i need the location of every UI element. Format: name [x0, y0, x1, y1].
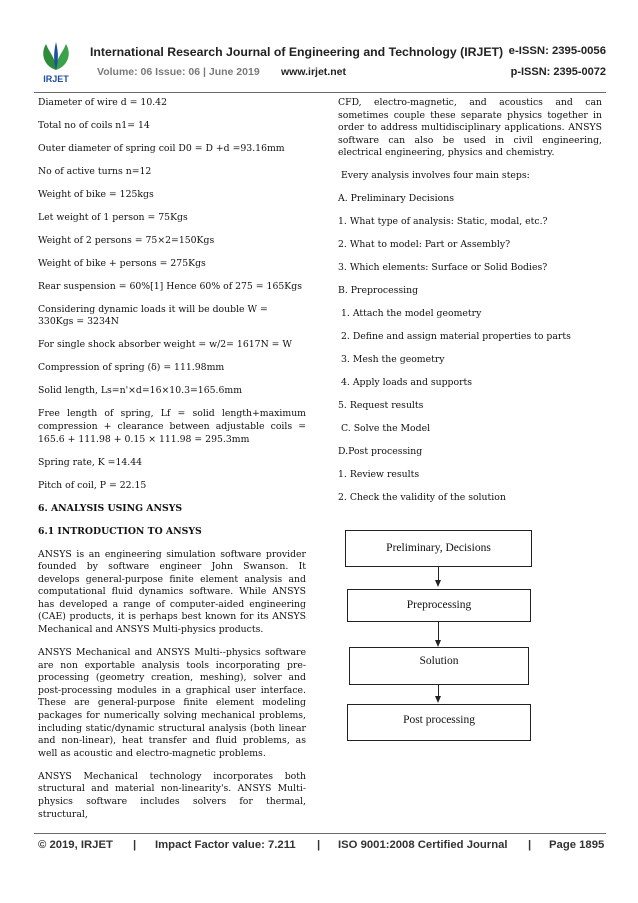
- step-item: 4. Apply loads and supports: [341, 377, 473, 389]
- body-paragraph: CFD, electro-magnetic, and acoustics and can sometimes couple these separate physics together in order to address multidisciplinary applications. ANSYS software can also be used in civil engineering, electrical engineering, physics and chemistry.: [338, 97, 602, 159]
- journal-website: www.irjet.net: [281, 66, 346, 78]
- calc-line: Spring rate, K =14.44: [38, 456, 143, 468]
- step-item: 1. Attach the model geometry: [341, 308, 482, 320]
- calc-line: Diameter of wire d = 10.42: [38, 97, 168, 108]
- journal-title: International Research Journal of Engineering and Technology (IRJET): [90, 45, 504, 59]
- step-item: 5. Request results: [338, 400, 424, 412]
- footer-iso: ISO 9001:2008 Certified Journal: [338, 839, 508, 851]
- step-item: B. Preprocessing: [338, 285, 419, 297]
- step-item: C. Solve the Model: [341, 423, 431, 435]
- calc-line: Free length of spring, Lf = solid length+maximum compression + clearance between adjustable coils = 165.6 + 111.98 + 0.15 × 111.98 = 295.3mm: [38, 408, 306, 445]
- calc-line: Compression of spring (δ) = 111.98mm: [38, 362, 225, 374]
- body-paragraph: ANSYS Mechanical and ANSYS Multi--physics software are non exportable analysis tools incorporating pre-processing (geometry creation, meshing), solver and post-processing modules in a graphical user interface. These are general-purpose finite element modeling packages for numerically solving mechanical problems, including static/dynamic structural analysis (both linear and non-linear), heat transfer and fluid problems, as well as acoustic and electro-magnetic problems.: [38, 647, 306, 759]
- logo-leaf-icon: [43, 42, 69, 70]
- step-item: 1. Review results: [338, 469, 420, 481]
- calc-line: Solid length, Ls=n'×d=16×10.3=165.6mm: [38, 385, 243, 397]
- header-rule: [34, 92, 606, 93]
- footer-rule: [34, 833, 606, 834]
- logo-text: IRJET: [43, 74, 69, 84]
- step-item: A. Preliminary Decisions: [338, 193, 454, 205]
- step-item: 3. Which elements: Surface or Solid Bodies?: [338, 262, 548, 274]
- step-item: D.Post processing: [338, 446, 423, 458]
- calc-line: Considering dynamic loads it will be double W = 330Kgs = 3234N: [38, 303, 268, 328]
- body-paragraph: ANSYS Mechanical technology incorporates both structural and material non-linearity's. ANSYS Multi-physics software includes solvers for thermal, structural,: [38, 770, 306, 820]
- step-item: 2. Define and assign material properties to parts: [341, 331, 571, 343]
- calc-line: Weight of bike + persons = 275Kgs: [38, 257, 206, 269]
- subsection-heading: 6.1 INTRODUCTION TO ANSYS: [38, 525, 202, 537]
- step-item: 3. Mesh the geometry: [341, 354, 445, 366]
- analysis-flowchart: [338, 517, 606, 757]
- calc-line: Total no of coils n1= 14: [38, 119, 150, 131]
- calc-line: Let weight of 1 person = 75Kgs: [38, 211, 188, 223]
- calc-line: Weight of 2 persons = 75×2=150Kgs: [38, 234, 215, 246]
- step-item: 2. Check the validity of the solution: [338, 492, 506, 504]
- calc-line: Outer diameter of spring coil D0 = D +d =93.16mm: [38, 142, 285, 154]
- footer-copyright: © 2019, IRJET: [38, 839, 113, 851]
- step-item: 2. What to model: Part or Assembly?: [338, 239, 511, 251]
- footer-page-number: Page 1895: [549, 839, 605, 851]
- eissn: e-ISSN: 2395-0056: [508, 45, 606, 57]
- flow-box-post-processing: Post processing: [347, 704, 531, 741]
- page-header: [34, 40, 606, 90]
- calc-line: Weight of bike = 125kgs: [38, 188, 154, 200]
- volume-issue: Volume: 06 Issue: 06 | June 2019: [97, 66, 260, 78]
- flow-box-preprocessing: Preprocessing: [347, 589, 531, 622]
- calc-line: No of active turns n=12: [38, 165, 152, 177]
- footer-separator: |: [133, 839, 137, 851]
- left-column: [38, 97, 306, 832]
- calc-line: For single shock absorber weight = w/2= 1617N = W: [38, 339, 292, 351]
- irjet-logo: [34, 40, 78, 86]
- body-paragraph: ANSYS is an engineering simulation software provider founded by software engineer John Swanson. It develops general-purpose finite element analysis and computational fluid dynamics software. While ANSYS has developed a range of computer-aided engineering (CAE) products, it is perhaps best known for its ANSYS Mechanical and ANSYS Multi-physics products.: [38, 548, 306, 636]
- calc-line: Rear suspension = 60%[1] Hence 60% of 275 = 165Kgs: [38, 280, 302, 292]
- pissn: p-ISSN: 2395-0072: [510, 66, 606, 78]
- footer-impact-factor: Impact Factor value: 7.211: [155, 839, 296, 851]
- right-column: [338, 97, 602, 515]
- steps-intro: Every analysis involves four main steps:: [341, 170, 530, 182]
- footer-separator: |: [317, 839, 321, 851]
- flow-box-solution: Solution: [349, 647, 529, 685]
- section-heading: 6. ANALYSIS USING ANSYS: [38, 502, 183, 514]
- flow-box-preliminary: Preliminary, Decisions: [345, 530, 532, 567]
- footer-separator: |: [528, 839, 532, 851]
- step-item: 1. What type of analysis: Static, modal, etc.?: [338, 216, 548, 228]
- calc-line: Pitch of coil, P = 22.15: [38, 479, 147, 491]
